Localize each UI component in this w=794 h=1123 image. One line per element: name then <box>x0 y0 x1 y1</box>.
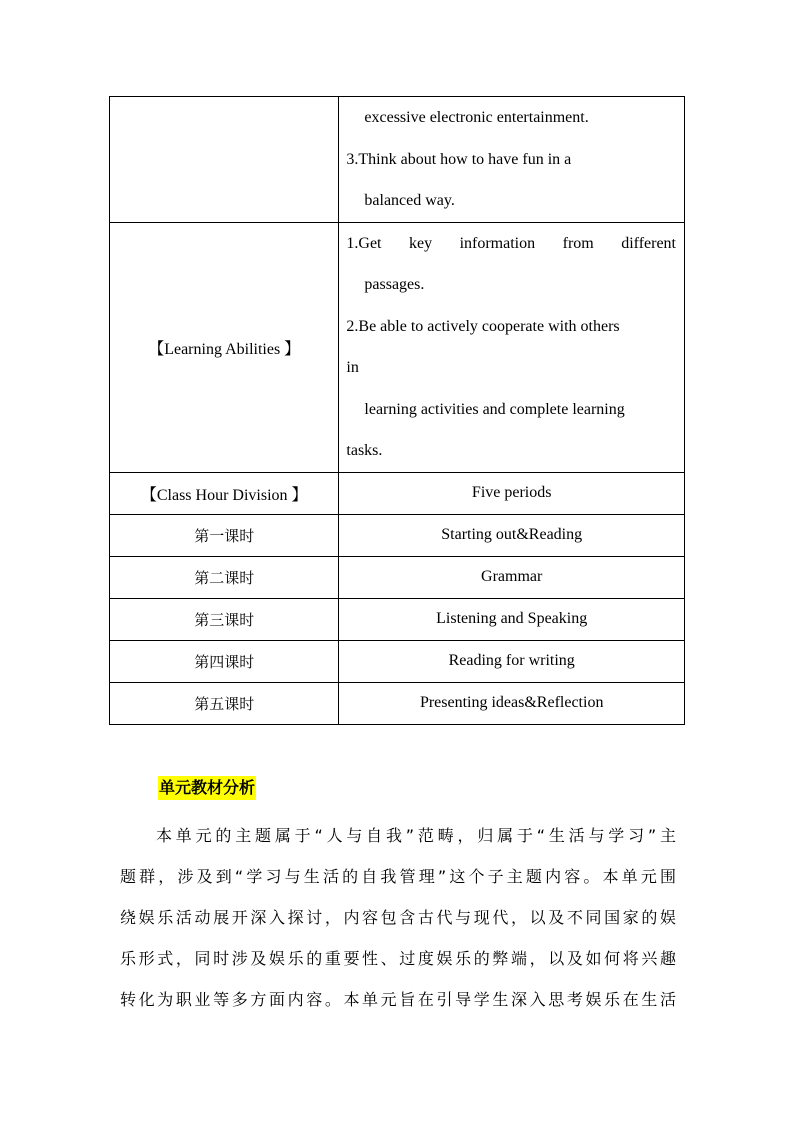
word: information <box>459 234 536 252</box>
table-row <box>110 598 685 640</box>
text-line: 3.Think about how to have fun in a <box>346 150 572 168</box>
row-label-cell: 【Class Hour Division 】 <box>110 472 339 514</box>
row-label-cell: 第三课时 <box>110 598 339 640</box>
section-heading: 单元教材分析 <box>158 776 256 800</box>
row-label-cell: 第一课时 <box>110 514 339 556</box>
row-value-cell: Grammar <box>339 556 685 598</box>
row-value-cell: Presenting ideas&Reflection <box>339 682 685 724</box>
objectives-cell <box>339 97 685 223</box>
row-value-cell: Five periods <box>339 472 685 514</box>
row-value-cell: Listening and Speaking <box>339 598 685 640</box>
text-line: in <box>346 359 359 376</box>
table-row <box>110 682 685 724</box>
paragraph-line: 转化为职业等多方面内容。本单元旨在引导学生深入思考娱乐在生活 <box>120 990 676 1009</box>
learning-abilities-cell <box>339 222 685 472</box>
text-line: excessive electronic entertainment. <box>364 109 589 126</box>
table-row <box>110 222 685 472</box>
paragraph-line: 本单元的主题属于“人与自我”范畴，归属于“生活与学习”主 <box>156 826 676 845</box>
paragraph-line: 绕娱乐活动展开深入探讨，内容包含古代与现代，以及不同国家的娱 <box>120 908 676 927</box>
table-row <box>110 640 685 682</box>
row-value-cell: Reading for writing <box>339 640 685 682</box>
text-line <box>346 223 676 265</box>
text-line: 2.Be able to actively cooperate with others <box>346 317 620 335</box>
text-line: learning activities and complete learning <box>364 400 625 418</box>
row-label-cell: 第四课时 <box>110 640 339 682</box>
lesson-plan-table <box>109 96 685 725</box>
word: 1.Get <box>346 234 382 252</box>
table-row <box>110 97 685 223</box>
paragraph-line: 题群，涉及到“学习与生活的自我管理”这个子主题内容。本单元围 <box>120 867 676 886</box>
row-label-cell: 【Learning Abilities 】 <box>110 222 339 472</box>
row-label-cell <box>110 97 339 223</box>
row-label-cell: 第二课时 <box>110 556 339 598</box>
word: from <box>562 234 594 252</box>
word: different <box>621 234 676 252</box>
word: key <box>408 234 433 252</box>
paragraph-line: 乐形式，同时涉及娱乐的重要性、过度娱乐的弊端，以及如何将兴趣 <box>120 949 676 968</box>
row-label-cell: 第五课时 <box>110 682 339 724</box>
analysis-paragraph <box>120 815 676 1020</box>
row-value-cell: Starting out&Reading <box>339 514 685 556</box>
table-row <box>110 514 685 556</box>
text-line: passages. <box>364 276 425 293</box>
table-row <box>110 472 685 514</box>
table-row <box>110 556 685 598</box>
text-line: balanced way. <box>364 192 455 209</box>
text-line: tasks. <box>346 442 383 459</box>
